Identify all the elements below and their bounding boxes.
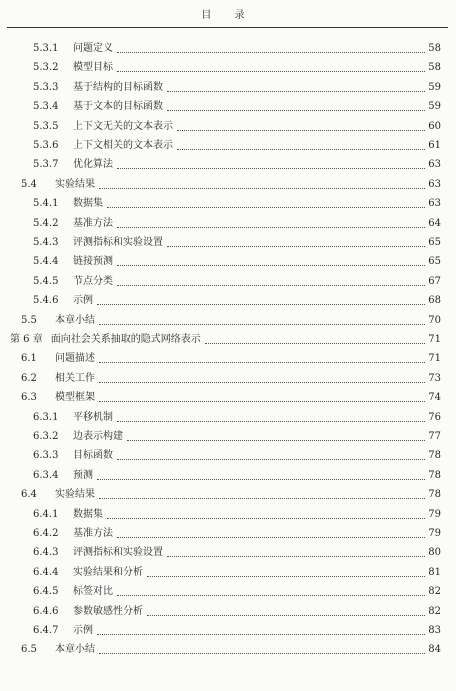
toc-dot-leader <box>147 615 425 616</box>
toc-entry-page-number: 81 <box>428 566 441 578</box>
toc-dot-leader <box>99 188 425 189</box>
toc-entry-page-number: 65 <box>428 237 441 248</box>
toc-entry-page-number: 73 <box>428 372 441 384</box>
toc-entry-number: 5.3.4 <box>33 101 59 113</box>
toc-entry-title: 评测指标和实验设置 <box>73 237 163 248</box>
toc-entry-page-number: 59 <box>428 81 441 93</box>
toc-dot-leader <box>117 285 425 286</box>
toc-entry-page-number: 78 <box>428 450 441 462</box>
toc-entry-number: 第 6 章 <box>10 334 43 345</box>
toc-entry[interactable] <box>21 389 441 405</box>
toc-entry-title: 示例 <box>73 295 93 307</box>
toc-entry-title: 平移机制 <box>73 411 113 423</box>
toc-dot-leader <box>167 110 425 111</box>
toc-dot-leader <box>147 576 425 577</box>
toc-entry-page-number: 71 <box>428 353 441 365</box>
toc-entry[interactable] <box>33 118 441 134</box>
toc-entry-number: 5.4.6 <box>33 295 59 307</box>
toc-entry-number: 6.3.3 <box>33 450 59 462</box>
toc-entry[interactable] <box>33 544 441 560</box>
toc-entry[interactable] <box>33 137 441 153</box>
toc-entry-title: 问题描述 <box>55 353 95 365</box>
toc-entry-title: 示例 <box>73 625 93 636</box>
toc-entry[interactable] <box>33 40 441 56</box>
toc-entry[interactable] <box>33 506 441 522</box>
toc-dot-leader <box>117 71 425 72</box>
toc-entry-number: 5.3.1 <box>33 43 59 54</box>
toc-dot-leader <box>117 52 425 53</box>
toc-entry[interactable] <box>33 409 441 425</box>
toc-entry[interactable] <box>33 234 441 250</box>
toc-entry-number: 5.4 <box>21 178 37 190</box>
toc-entry[interactable] <box>33 273 441 289</box>
toc-entry-page-number: 60 <box>428 120 441 132</box>
toc-entry-number: 5.4.5 <box>33 275 59 287</box>
toc-entry-number: 5.3.2 <box>33 62 59 74</box>
toc-entry-title: 本章小结 <box>55 314 95 326</box>
toc-dot-leader <box>99 653 425 654</box>
toc-entry-title: 模型框架 <box>55 392 95 404</box>
toc-entry[interactable] <box>33 98 441 114</box>
toc-dot-leader <box>177 130 425 131</box>
toc-entry-title: 目标函数 <box>73 450 113 462</box>
toc-entry-page-number: 65 <box>428 256 441 268</box>
toc-entry-page-number: 63 <box>428 159 441 171</box>
toc-entry-number: 5.4.4 <box>33 256 59 268</box>
toc-entry-number: 5.3.5 <box>33 120 59 132</box>
toc-entry-number: 6.4.6 <box>33 605 59 617</box>
toc-entry-page-number: 82 <box>428 605 441 617</box>
toc-entry[interactable] <box>33 564 441 580</box>
toc-entry-page-number: 79 <box>428 508 441 520</box>
toc-entry-number: 6.4.2 <box>33 528 59 539</box>
toc-entry-title: 参数敏感性分析 <box>73 605 143 617</box>
toc-entry-page-number: 82 <box>428 586 441 598</box>
toc-entry-page-number: 74 <box>428 392 441 404</box>
toc-entry-title: 基准方法 <box>73 528 113 539</box>
toc-dot-leader <box>97 304 425 305</box>
toc-entry-title: 边表示构建 <box>73 431 123 442</box>
toc-entry-title: 模型目标 <box>73 62 113 74</box>
toc-entry[interactable] <box>33 156 441 172</box>
toc-entry-number: 5.3.7 <box>33 159 59 171</box>
toc-dot-leader <box>99 362 425 363</box>
toc-dot-leader <box>99 382 425 383</box>
toc-entry-number: 6.3 <box>21 392 37 404</box>
toc-entry[interactable] <box>21 370 441 386</box>
toc-dot-leader <box>117 421 425 422</box>
toc-entry-number: 6.4.5 <box>33 586 59 598</box>
toc-entry-title: 问题定义 <box>73 43 113 54</box>
toc-entry[interactable] <box>33 59 441 75</box>
toc-entry-title: 实验结果 <box>55 178 95 190</box>
toc-entry-title: 实验结果 <box>55 489 95 501</box>
toc-entry-page-number: 68 <box>428 295 441 307</box>
toc-dot-leader <box>117 537 425 538</box>
toc-dot-leader <box>107 207 425 208</box>
toc-entry[interactable] <box>33 525 441 541</box>
toc-entry-title: 链接预测 <box>73 256 113 268</box>
toc-entry[interactable] <box>33 467 441 483</box>
toc-dot-leader <box>167 246 425 247</box>
toc-dot-leader <box>107 518 425 519</box>
toc-entry-number: 5.4.1 <box>33 198 59 210</box>
toc-entry-title: 节点分类 <box>73 275 113 287</box>
toc-entry-page-number: 63 <box>428 198 441 210</box>
toc-entry[interactable] <box>33 428 441 444</box>
toc-entry-number: 5.5 <box>21 314 37 326</box>
toc-entry-title: 面向社会关系抽取的隐式网络表示 <box>50 334 201 345</box>
toc-entry[interactable] <box>21 312 441 328</box>
toc-entry[interactable] <box>33 583 441 599</box>
toc-entry[interactable] <box>33 253 441 269</box>
toc-entry-title: 优化算法 <box>73 159 113 171</box>
toc-entry-title: 上下文无关的文本表示 <box>73 120 173 132</box>
toc-entry-number: 6.5 <box>21 644 37 656</box>
toc-entry-number: 5.3.3 <box>33 81 59 93</box>
toc-entry-number: 5.4.2 <box>33 217 59 229</box>
toc-entry-title: 评测指标和实验设置 <box>73 547 163 559</box>
toc-entry[interactable] <box>21 486 441 502</box>
toc-entry-number: 6.4 <box>21 489 37 501</box>
toc-entry-page-number: 59 <box>428 101 441 113</box>
toc-entry-page-number: 80 <box>428 547 441 559</box>
toc-dot-leader <box>99 401 425 402</box>
toc-entry-number: 6.4.4 <box>33 566 59 578</box>
toc-entry-number: 5.3.6 <box>33 140 59 151</box>
toc-entry-page-number: 61 <box>428 140 441 151</box>
toc-entry-page-number: 78 <box>428 489 441 501</box>
toc-entry-title: 基于结构的目标函数 <box>73 81 163 93</box>
toc-entry-title: 相关工作 <box>55 372 95 384</box>
toc-dot-leader <box>99 498 425 499</box>
toc-entry-title: 本章小结 <box>55 644 95 656</box>
toc-entry-number: 5.4.3 <box>33 237 59 248</box>
toc-dot-leader <box>97 479 425 480</box>
toc-dot-leader <box>127 440 425 441</box>
toc-entry[interactable] <box>33 622 441 638</box>
toc-dot-leader <box>117 227 425 228</box>
toc-entry-page-number: 78 <box>428 469 441 481</box>
toc-entry-page-number: 79 <box>428 528 441 539</box>
toc-entry-number: 6.4.7 <box>33 625 59 636</box>
toc-dot-leader <box>117 265 425 266</box>
toc-entry[interactable] <box>33 292 441 308</box>
toc-entry-page-number: 58 <box>428 43 441 54</box>
toc-entry-number: 6.3.2 <box>33 431 59 442</box>
toc-entry-page-number: 63 <box>428 178 441 190</box>
toc-entry-number: 6.2 <box>21 372 37 384</box>
toc-entry-title: 上下文相关的文本表示 <box>73 140 173 151</box>
toc-entry-title: 基于文本的目标函数 <box>73 101 163 113</box>
toc-dot-leader <box>167 556 425 557</box>
toc-entry-title: 基准方法 <box>73 217 113 229</box>
toc-entry-title: 预测 <box>73 469 93 481</box>
toc-dot-leader <box>117 595 425 596</box>
toc-entry-page-number: 67 <box>428 275 441 287</box>
toc-entry[interactable] <box>33 195 441 211</box>
toc-entry-page-number: 70 <box>428 314 441 326</box>
toc-entry-page-number: 71 <box>428 334 441 345</box>
page-header-title: 目 录 <box>201 10 255 21</box>
toc-entry-number: 6.4.1 <box>33 508 59 520</box>
toc-entry-title: 实验结果和分析 <box>73 566 143 578</box>
toc-dot-leader <box>99 324 425 325</box>
toc-entry-page-number: 64 <box>428 217 441 229</box>
toc-dot-leader <box>97 634 425 635</box>
toc-entry-page-number: 83 <box>428 625 441 636</box>
toc-entry-title: 数据集 <box>73 508 103 520</box>
toc-dot-leader <box>117 459 425 460</box>
toc-entry[interactable] <box>21 176 441 192</box>
toc-dot-leader <box>117 168 425 169</box>
toc-entry-title: 标签对比 <box>73 586 113 598</box>
toc-entry[interactable] <box>33 603 441 619</box>
toc-entry-page-number: 58 <box>428 62 441 74</box>
toc-entry[interactable] <box>33 79 441 95</box>
toc-dot-leader <box>167 91 425 92</box>
toc-dot-leader <box>177 149 425 150</box>
toc-entry-number: 6.3.1 <box>33 411 59 423</box>
toc-entry[interactable] <box>10 331 441 347</box>
toc-entry[interactable] <box>33 447 441 463</box>
toc-entry-page-number: 77 <box>428 431 441 442</box>
toc-entry-number: 6.3.4 <box>33 469 59 481</box>
toc-entry[interactable] <box>21 350 441 366</box>
toc-entry-number: 6.1 <box>21 353 37 365</box>
toc-dot-leader <box>205 343 425 344</box>
toc-entry-page-number: 76 <box>428 411 441 423</box>
toc-entry-title: 数据集 <box>73 198 103 210</box>
toc-entry-number: 6.4.3 <box>33 547 59 559</box>
toc-entry[interactable] <box>33 215 441 231</box>
toc-entry[interactable] <box>21 641 441 657</box>
toc-entry-page-number: 84 <box>428 644 441 656</box>
